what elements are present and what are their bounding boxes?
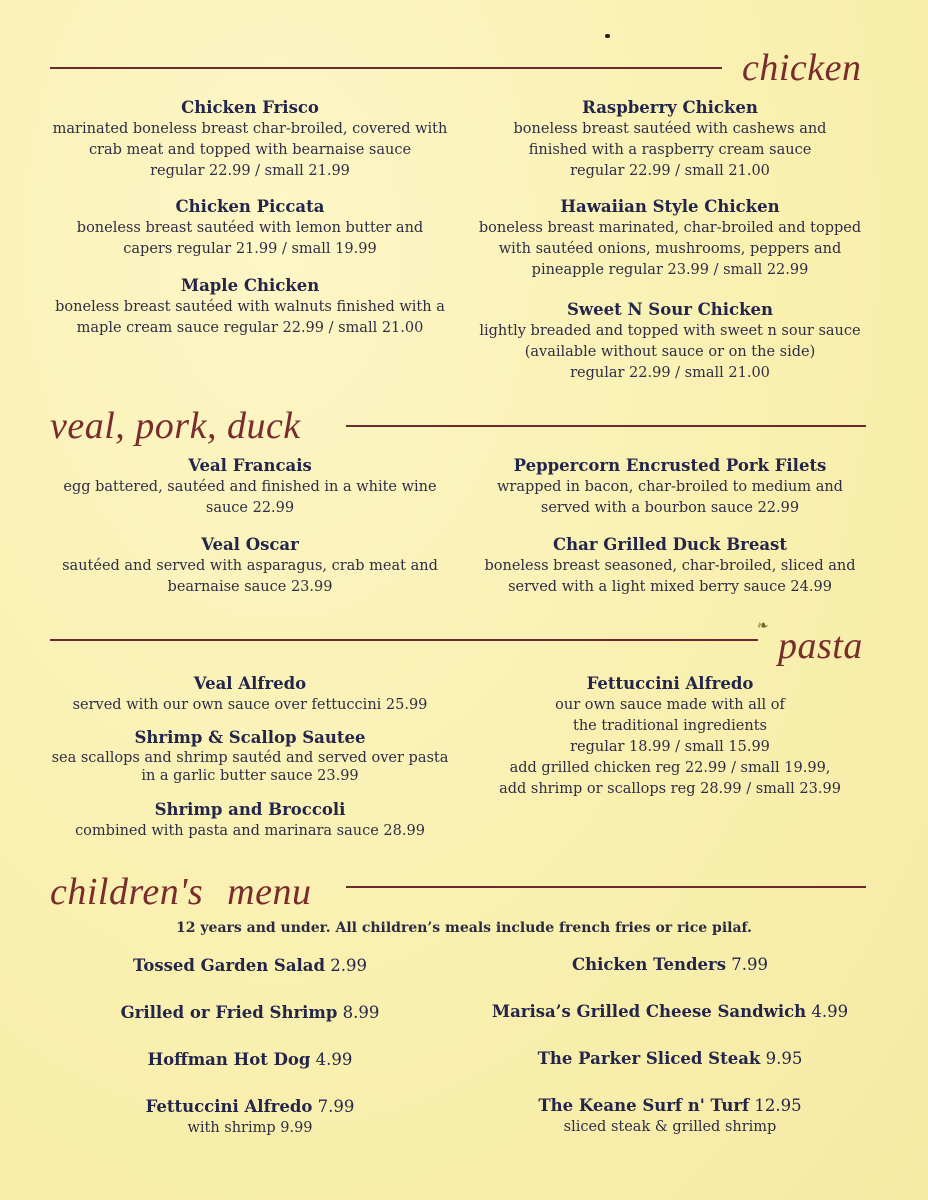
item-name: Char Grilled Duck Breast [553, 535, 787, 554]
item-name: The Parker Sliced Steak [537, 1049, 761, 1068]
item-sub: with shrimp 9.99 [187, 1120, 313, 1136]
item-price: 9.95 [765, 1049, 803, 1068]
item-name: Veal Francais [188, 456, 312, 475]
item-name: Shrimp and Broccoli [154, 800, 346, 819]
item-price: 7.99 [731, 955, 768, 974]
leaf-ornament-icon: ❧ [757, 618, 769, 634]
menu-item [40, 673, 460, 716]
item-desc: the traditional ingredients [573, 718, 767, 734]
item-name: Raspberry Chicken [582, 98, 758, 117]
item-desc: in a garlic butter sauce 23.99 [141, 768, 359, 784]
item-desc: finished with a raspberry cream sauce [528, 142, 812, 158]
item-desc: sautéed and served with asparagus, crab meat and [62, 558, 438, 574]
item-desc: boneless breast sautéed with lemon butter and [76, 220, 424, 236]
children-left-column [40, 955, 460, 1139]
item-price: served with a bourbon sauce 22.99 [540, 500, 800, 516]
veal-heading: veal, pork, duck [50, 405, 301, 447]
item-price: served with a light mixed berry sauce 24.99 [508, 579, 832, 595]
menu-item [460, 196, 880, 281]
item-name: Chicken Frisco [181, 98, 319, 117]
item-price: bearnaise sauce 23.99 [167, 579, 333, 595]
item-desc: served with our own sauce over fettuccini 25.99 [72, 697, 428, 713]
item-name: Fettuccini Alfredo [145, 1097, 313, 1116]
item-price: 8.99 [342, 1003, 380, 1022]
menu-item [460, 673, 880, 800]
kids-menu-item [460, 954, 880, 976]
menu-item [40, 799, 460, 842]
item-name: Chicken Tenders [571, 955, 726, 974]
item-name: Fettuccini Alfredo [586, 674, 754, 693]
item-name: Shrimp & Scallop Sautee [134, 728, 366, 747]
item-price: 4.99 [315, 1050, 353, 1069]
item-desc: boneless breast sautéed with walnuts finished with a [55, 299, 445, 315]
kids-menu-item [40, 1096, 460, 1139]
menu-item [460, 97, 880, 182]
item-desc: crab meat and topped with bearnaise sauce [88, 142, 412, 158]
item-price: 4.99 [811, 1002, 849, 1021]
item-name: Tossed Garden Salad [132, 956, 326, 975]
item-name: Grilled or Fried Shrimp [120, 1003, 338, 1022]
item-name: Sweet N Sour Chicken [566, 300, 774, 319]
menu-item [40, 275, 460, 339]
menu-item [460, 455, 880, 519]
children-note: 12 years and under. All children’s meals include french fries or rice pilaf. [176, 920, 752, 936]
kids-menu-item [460, 1095, 880, 1138]
item-price: regular 22.99 / small 21.99 [150, 163, 350, 179]
item-name: Hawaiian Style Chicken [560, 197, 780, 216]
item-name: The Keane Surf n' Turf [538, 1096, 750, 1115]
pasta-heading: pasta [778, 625, 863, 667]
menu-item [460, 534, 880, 598]
children-rule [346, 886, 866, 888]
veal-rule [346, 425, 866, 427]
pasta-rule [50, 639, 758, 641]
item-desc: wrapped in bacon, char-broiled to medium and [497, 479, 843, 495]
paper-speck [605, 34, 610, 38]
item-desc: boneless breast marinated, char-broiled and topped [478, 220, 862, 236]
kids-menu-item [40, 1049, 460, 1071]
item-price: regular 22.99 / small 21.00 [570, 365, 770, 381]
veal-left-column [40, 455, 460, 598]
item-price: sauce 22.99 [205, 500, 295, 516]
item-addon: add grilled chicken reg 22.99 / small 19.99, [509, 760, 831, 776]
kids-menu-item [460, 1001, 880, 1023]
item-desc: pineapple regular 23.99 / small 22.99 [531, 262, 809, 278]
menu-item [40, 196, 460, 260]
veal-right-column [460, 455, 880, 598]
item-price: regular 18.99 / small 15.99 [570, 739, 770, 755]
kids-menu-item [40, 955, 460, 977]
item-price: regular 22.99 / small 21.00 [570, 163, 770, 179]
kids-menu-item [460, 1048, 880, 1070]
item-desc: sea scallops and shrimp sautéd and served over pasta [51, 750, 449, 766]
children-heading: children's menu [50, 871, 312, 913]
item-name: Veal Oscar [201, 535, 299, 554]
menu-item [40, 534, 460, 598]
item-desc: maple cream sauce regular 22.99 / small 21.00 [76, 320, 424, 336]
pasta-left-column [40, 673, 460, 842]
kids-menu-item [40, 1002, 460, 1024]
item-price: 12.95 [754, 1096, 802, 1115]
item-desc: lightly breaded and topped with sweet n sour sauce [479, 323, 861, 339]
item-desc: boneless breast sautéed with cashews and [513, 121, 827, 137]
menu-item [40, 455, 460, 519]
item-price: 7.99 [317, 1097, 355, 1116]
item-desc: marinated boneless breast char-broiled, covered with [52, 121, 448, 137]
item-addon: add shrimp or scallops reg 28.99 / small 23.99 [499, 781, 841, 797]
menu-item [460, 299, 880, 384]
item-desc: egg battered, sautéed and finished in a white wine [63, 479, 437, 495]
item-desc: combined with pasta and marinara sauce 28.99 [75, 823, 425, 839]
item-name: Peppercorn Encrusted Pork Filets [513, 456, 827, 475]
item-desc: our own sauce made with all of [555, 697, 785, 713]
chicken-rule [50, 67, 722, 69]
item-desc: (available without sauce or on the side) [524, 344, 816, 360]
item-desc: capers regular 21.99 / small 19.99 [123, 241, 377, 257]
menu-item [40, 97, 460, 182]
children-right-column [460, 954, 880, 1138]
chicken-right-column [460, 97, 880, 384]
item-desc: boneless breast seasoned, char-broiled, sliced and [484, 558, 856, 574]
chicken-left-column [40, 97, 460, 339]
pasta-right-column [460, 673, 880, 800]
item-sub: sliced steak & grilled shrimp [563, 1119, 777, 1135]
item-name: Chicken Piccata [175, 197, 325, 216]
item-desc: with sautéed onions, mushrooms, peppers and [498, 241, 842, 257]
item-name: Hoffman Hot Dog [147, 1050, 311, 1069]
item-price: 2.99 [330, 956, 368, 975]
chicken-heading: chicken [742, 47, 862, 89]
item-name: Maple Chicken [180, 276, 320, 295]
item-name: Marisa’s Grilled Cheese Sandwich [491, 1002, 807, 1021]
item-name: Veal Alfredo [193, 674, 307, 693]
menu-item [40, 727, 460, 785]
